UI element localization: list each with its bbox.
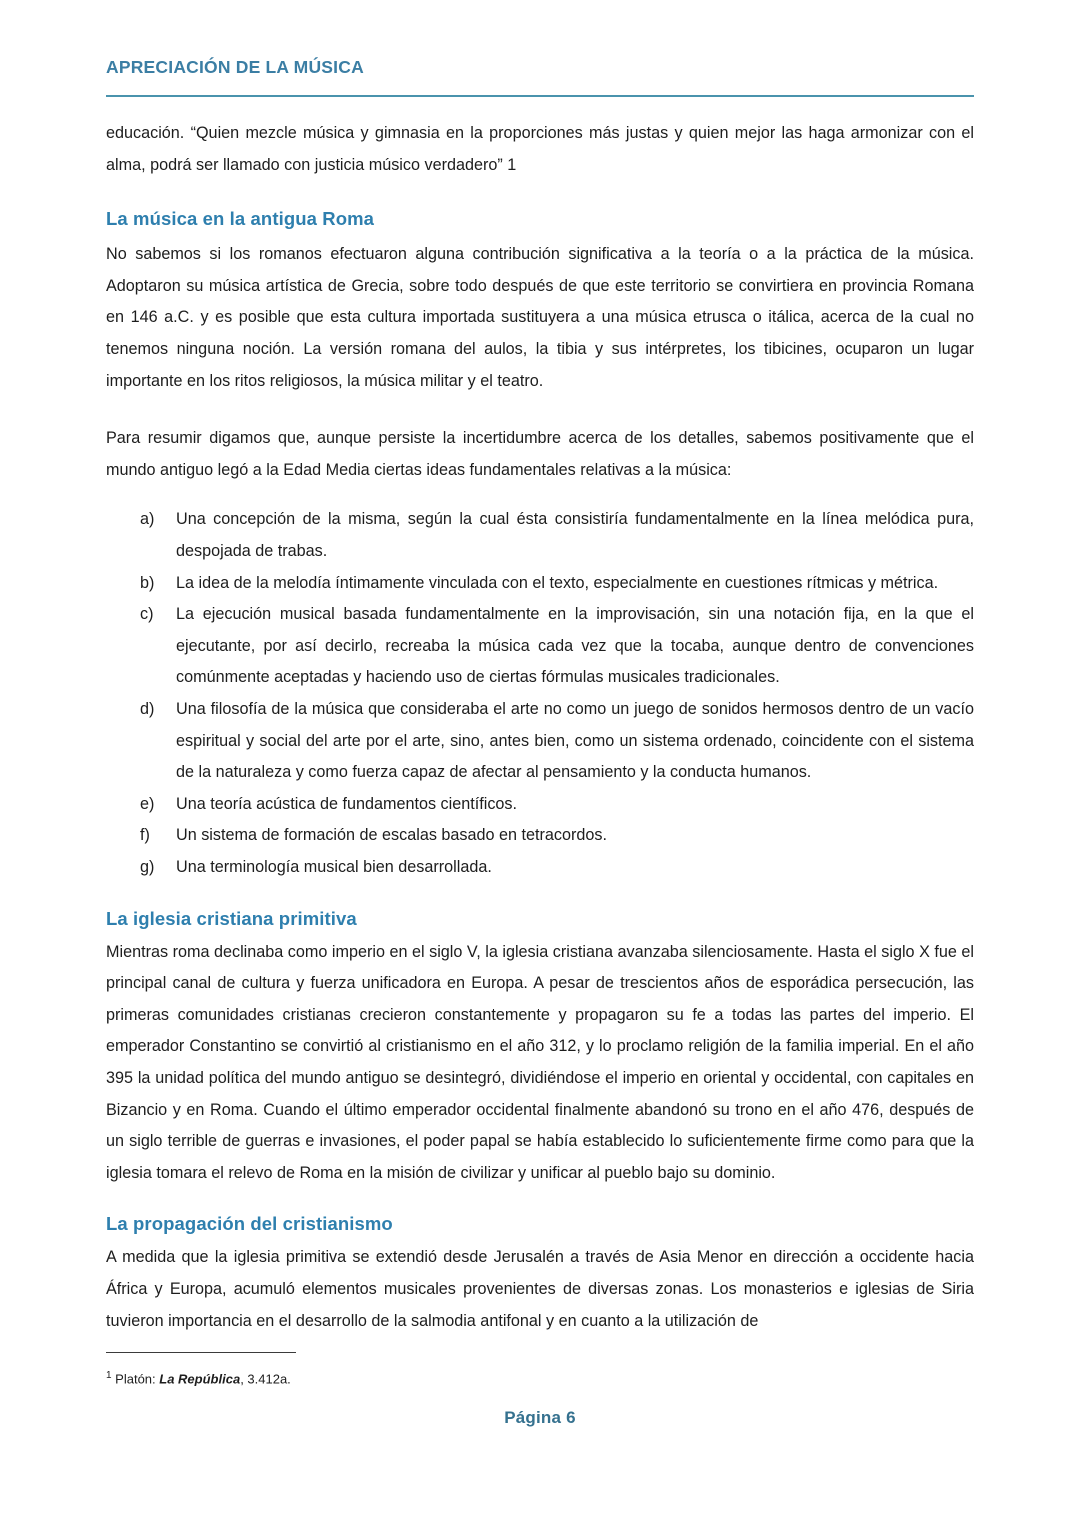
list-item-text: La idea de la melodía íntimamente vinculada con el texto, especialmente en cuestiones rítmicas y métrica. [176,573,939,592]
page-footer [0,1408,1080,1428]
list-item [106,789,974,821]
footnote-entry [106,1369,974,1389]
page-content [106,0,974,1337]
footnote-area [106,1352,974,1389]
list-item [106,852,974,884]
section-heading-propagacion-cristianismo: La propagación del cristianismo [106,1213,393,1235]
list-item-marker: c) [140,605,154,624]
footnote-divider [106,1352,296,1353]
list-item-marker: a) [140,510,155,529]
list-item-marker: g) [140,857,155,876]
list-item-marker: f) [140,826,150,845]
ideas-fundamentales-list [106,504,974,883]
footnote-prefix: Platón: [111,1371,160,1387]
list-item [106,504,974,567]
list-item-text: Un sistema de formación de escalas basado en tetracordos. [176,826,608,845]
list-item [106,599,974,694]
footnote-marker: 1 [106,1370,112,1381]
list-item-text: Una teoría acústica de fundamentos científicos. [176,794,518,813]
paragraph-propagacion-1: A medida que la iglesia primitiva se extendió desde Jerusalén a través de Asia Menor en dirección a occidente hacia África y Europa, acumuló elementos musicales provenientes de diversas zonas. Los monasterios e iglesias de Siria tuvieron importancia en el desarrollo de la salmodia antifonal y en cuanto a la utilización de [106,1248,974,1330]
paragraph-roma-2: Para resumir digamos que, aunque persiste la incertidumbre acerca de los detalles, sabemos positivamente que el mundo antiguo legó a la Edad Media ciertas ideas fundamentales relativas a la música: [106,429,974,479]
footnote-work-title: La República [159,1371,241,1387]
paragraph-iglesia-1: Mientras roma declinaba como imperio en el siglo V, la iglesia cristiana avanzaba silenciosamente. Hasta el siglo X fue el principal canal de cultura y fuerza unificadora en Europa. A pesar de trescientos años de esporádica persecución, las primeras comunidades cristianas crecieron constantemente y propagaron su fe a todas las partes del imperio. El emperador Constantino se convirtió al cristianismo en el año 312, y lo proclamo religión de la familia imperial. En el año 395 la unidad política del mundo antiguo se desintegró, dividiéndose el imperio en oriental y occidental, con capitales en Bizancio y en Roma. Cuando el último emperador occidental finalmente abandonó su trono en el año 476, después de un siglo terrible de guerras e invasiones, el poder papal se había establecido lo suficientemente firme como para que la iglesia tomara el relevo de Roma en la misión de civilizar y unificar al pueblo bajo su dominio. [106,942,974,1182]
list-item-marker: d) [140,699,155,718]
list-item-text: Una filosofía de la música que consideraba el arte no como un juego de sonidos hermosos dentro de un vacío espiritual y social del arte por el arte, sino, antes bien, como un sistema ordenado, coincidente con el sistema de la naturaleza y como fuerza capaz de afectar al pensamiento y la conducta humanos. [176,699,974,782]
list-item-marker: b) [140,573,155,592]
running-header-title: APRECIACIÓN DE LA MÚSICA [106,57,364,77]
footnote-suffix: , 3.412a. [240,1371,291,1387]
list-item-text: Una terminología musical bien desarrollada. [176,857,492,876]
page-number-label: Página 6 [504,1408,576,1427]
section-heading-iglesia-cristiana-primitiva: La iglesia cristiana primitiva [106,907,357,929]
list-item-text: Una concepción de la misma, según la cual ésta consistiría fundamentalmente en la línea melódica pura, despojada de trabas. [176,510,974,560]
intro-paragraph: educación. “Quien mezcle música y gimnasia en la proporciones más justas y quien mejor las haga armonizar con el alma, podrá ser llamado con justicia músico verdadero” 1 [106,124,974,174]
list-item [106,568,974,600]
list-item [106,820,974,852]
list-item-text: La ejecución musical basada fundamentalmente en la improvisación, sin una notación fija, en la que el ejecutante, por así decirlo, recreaba la música cada vez que la tocaba, aunque dentro de convenciones comúnmente aceptadas y haciendo uso de ciertas fórmulas musicales tradicionales. [176,605,974,687]
paragraph-roma-1: No sabemos si los romanos efectuaron alguna contribución significativa a la teoría o a la práctica de la música. Adoptaron su música artística de Grecia, sobre todo después de que este territorio se convirtiera en provincia Romana en 146 a.C. y es posible que esta cultura importada sustituyera a una música etrusca o itálica, acerca de la cual no tenemos ninguna noción. La versión romana del aulos, la tibia y sus intérpretes, los tibicines, ocuparon un lugar importante en los ritos religiosos, la música militar y el teatro. [106,245,974,390]
header-divider [106,95,974,97]
list-item-marker: e) [140,794,155,813]
section-heading-musica-antigua-roma: La música en la antigua Roma [106,208,375,230]
list-item [106,694,974,789]
running-header [106,0,974,97]
